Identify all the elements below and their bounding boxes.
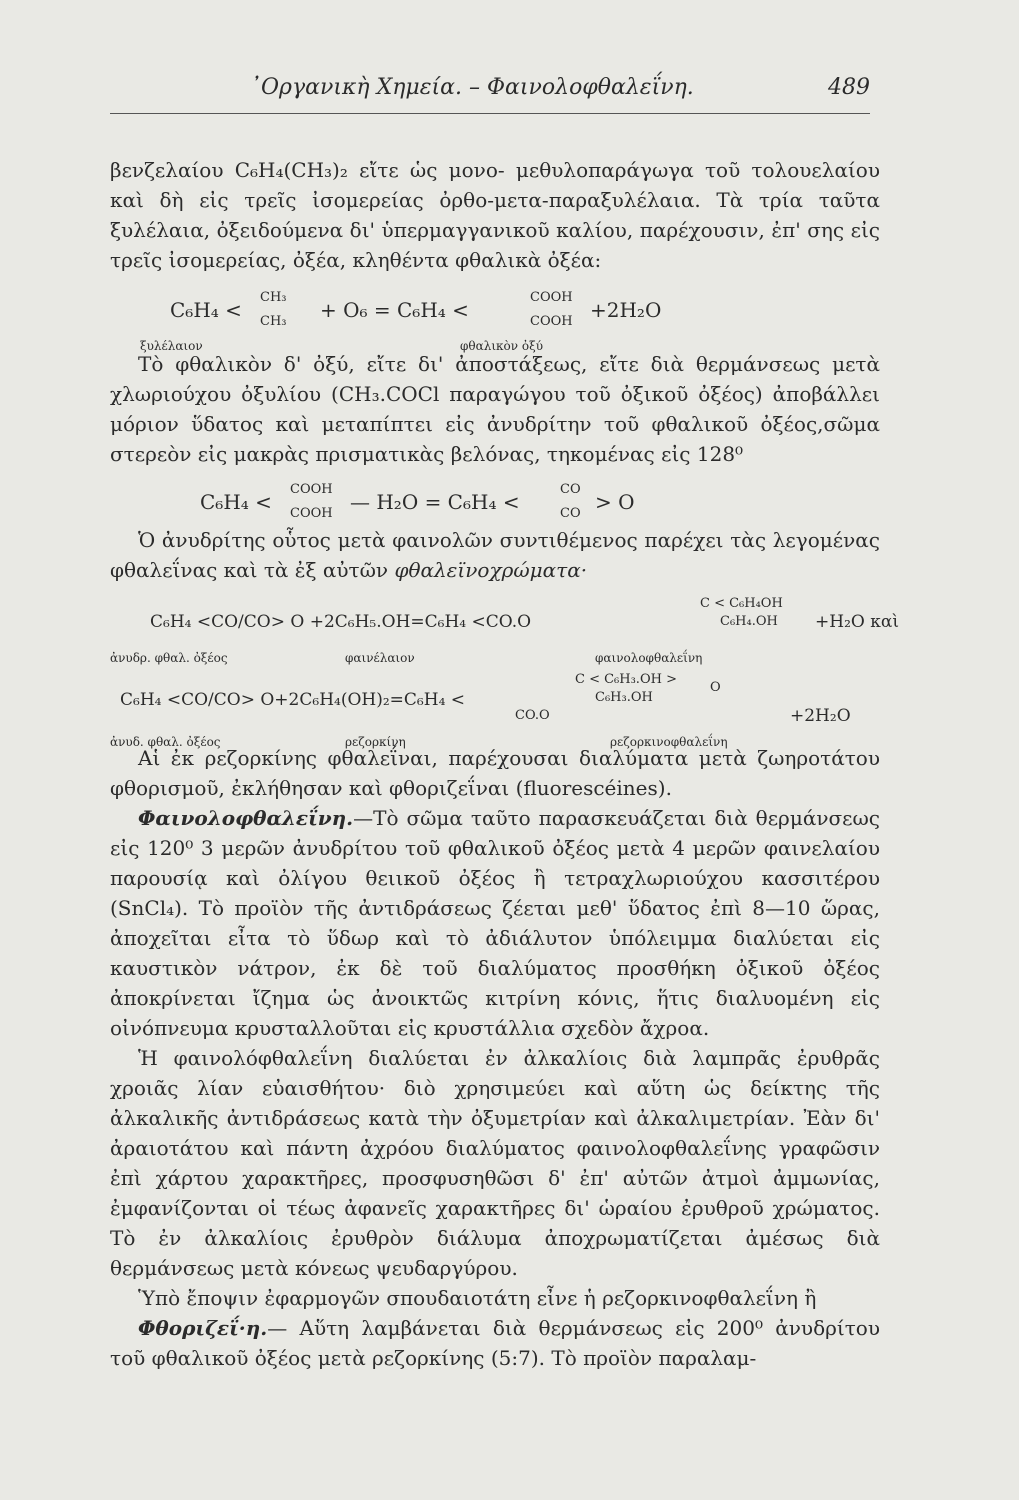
equation-text: C₆H₄ < — [170, 298, 242, 322]
equation-fluorescein — [110, 659, 880, 749]
equation-anhydride — [110, 469, 880, 525]
equation-label: ρεζορκίνη — [345, 735, 406, 749]
equation-text: CO — [560, 506, 581, 521]
equation-text: C₆H₃.OH — [595, 690, 653, 705]
section-title: Φθοριζεΐ·η. — [138, 1316, 268, 1340]
paragraph-text: —Τὸ σῶμα ταῦτο παρασκευάζεται διὰ θερμάνσεως εἰς 120⁰ 3 μερῶν ἀνυδρίτου τοῦ φθαλικοῦ ὀξέος μετὰ 4 μερῶν φαινελαίου παρουσίᾳ καὶ ὀλίγου θειικοῦ ὀξέος ἢ τετραχλωριούχου κασσιτέρου (SnCl₄). Τὸ προϊὸν τῆς ἀντιδράσεως ζέεται μεθ' ὕδατος ἐπὶ 8—10 ὥρας, ἀποχεῖται εἶτα τὸ ὕδωρ καὶ τὸ ἀδιάλυτον ὑπόλειμμα διαλύεται εἰς καυστικὸν νάτρον, ἐκ δὲ τοῦ διαλύματος προσθήκη ὀξικοῦ ὀξέος ἀποκρίνεται ἴζημα ὡς ἀνοικτῶς κιτρίνη κόνις, ἥτις διαλυομένη εἰς οἰνόπνευμα κρυσταλλοῦται εἰς κρυστάλλια σχεδὸν ἄχροα. — [110, 806, 880, 1040]
equation-label: ξυλέλαιον — [140, 339, 203, 353]
paragraph-text: Ὁ ἀνυδρίτης οὗτος μετὰ φαινολῶν συντιθέμενος παρέχει τὰς λεγομένας φθαλεΐνας καὶ τὰ ἐξ αὐτῶν — [110, 528, 880, 582]
header-rule — [110, 113, 870, 114]
paragraph-text: — Αὕτη λαμβάνεται διὰ θερμάνσεως εἰς 200⁰ ἀνυδρίτου τοῦ φθαλικοῦ ὀξέος μετὰ ρεζορκίνης (5:7). Τὸ προϊὸν παραλαμ- — [110, 1316, 880, 1370]
equation-text: COOH — [290, 482, 333, 497]
equation-label: ρεζορκινοφθαλεΐνη — [610, 735, 728, 749]
equation-text: +H₂O καὶ — [815, 612, 899, 632]
equation-text: +2H₂O — [790, 706, 851, 726]
equation-text: CO — [560, 482, 581, 497]
equation-text: C₆H₄ <CO/CO> O +2C₆H₅.OH=C₆H₄ <CO.O — [150, 612, 532, 632]
equation-text: C₆H₄.OH — [720, 614, 778, 629]
body-text — [110, 155, 899, 1373]
paragraph: Τὸ φθαλικὸν δ' ὀξύ, εἴτε δι' ἀποστάξεως, εἴτε διὰ θερμάνσεως μετὰ χλωριούχου ὀξυλίου (CH₃.COCl παραγώγου τοῦ ὀξικοῦ ὀξέος) ἀποβάλλει μόριον ὕδατος καὶ μεταπίπτει εἰς ἀνυδρίτην τοῦ φθαλικοῦ ὀξέος,σῶμα στερεὸν εἰς μακρὰς πρισματικὰς βελόνας, τηκομένας εἰς 128⁰ — [110, 352, 880, 466]
section-title: Φαινολοφθαλεΐνη. — [138, 806, 354, 830]
paragraph: Αἱ ἐκ ρεζορκίνης φθαλεΐναι, παρέχουσαι διαλύματα μετὰ ζωηροτάτου φθορισμοῦ, ἐκλήθησαν καὶ φθοριζεΐναι (fluorescéines). — [110, 746, 880, 800]
equation-text: O — [710, 680, 721, 695]
equation-text: CH₃ — [260, 314, 287, 329]
equation-text: C < C₆H₃.OH > — [575, 672, 677, 687]
equation-label: φαινολοφθαλεΐνη — [595, 651, 703, 665]
equation-text: C < C₆H₄OH — [700, 596, 783, 611]
equation-label: φαινέλαιον — [345, 651, 415, 665]
page-number: 489 — [828, 75, 870, 100]
paragraph — [110, 525, 880, 585]
paragraph: βενζελαίου C₆H₄(CH₃)₂ εἴτε ὡς μονο- μεθυλοπαράγωγα τοῦ τολουελαίου καὶ δὴ εἰς τρεῖς ἰσομερείας ὀρθο-μετα-παραξυλέλαια. Τὰ τρία ταῦτα ξυλέλαια, ὀξειδούμενα δι' ὑπερμαγγανικοῦ καλίου, παρέχουσιν, ἐπ' σης εἰς τρεῖς ἰσομερείας, ὀξέα, κληθέντα φθαλικὰ ὀξέα: — [110, 158, 880, 272]
equation-text: CH₃ — [260, 290, 287, 305]
equation-label: ἀνυδρ. φθαλ. ὀξέος — [110, 651, 228, 665]
equation-text: — H₂O = C₆H₄ < — [350, 490, 520, 514]
equation-label: ἀνυδ. φθαλ. ὀξέος — [110, 735, 221, 749]
equation-xylene-oxidation — [110, 275, 880, 353]
equation-text: C₆H₄ <CO/CO> O+2C₆H₄(OH)₂=C₆H₄ < — [120, 690, 466, 710]
equation-text: CO.O — [515, 708, 550, 723]
equation-text: COOH — [290, 506, 333, 521]
equation-text: +2H₂O — [590, 298, 662, 322]
paragraph: Ἡ φαινολόφθαλεΐνη διαλύεται ἐν ἀλκαλίοις διὰ λαμπρᾶς ἐρυθρᾶς χροιᾶς λίαν εὐαισθήτου· διὸ χρησιμεύει καὶ αὕτη ὡς δείκτης τῆς ἀλκαλικῆς ἀντιδράσεως κατὰ τὴν ὀξυμετρίαν καὶ ἀλκαλιμετρίαν. Ἐὰν δι' ἀραιοτάτου καὶ πάντη ἀχρόου διαλύματος φαινολοφθαλεΐνης γραφῶσιν ἐπὶ χάρτου χαρακτῆρες, προσφυσηθῶσι δ' ἐπ' αὐτῶν ἀτμοὶ ἀμμωνίας, ἐμφανίζονται οἱ τέως ἀφανεῖς χαρακτῆρες δι' ὡραίου ἐρυθροῦ χρώματος. Τὸ ἐν ἀλκαλίοις ἐρυθρὸν διάλυμα ἀποχρωματίζεται ἀμέσως διὰ θερμάνσεως μετὰ κόνεως ψευδαργύρου. — [110, 1046, 880, 1280]
equation-text: > O — [595, 490, 635, 514]
equation-text: + O₆ = C₆H₄ < — [320, 298, 469, 322]
page-header — [110, 75, 870, 115]
running-head: ᾽Οργανικὴ Χημεία. – Φαινολοφθαλεΐνη. — [250, 75, 694, 100]
equation-label: φθαλικὸν ὀξύ — [460, 339, 544, 353]
paragraph: Ὑπὸ ἔποψιν ἐφαρμογῶν σπουδαιοτάτη εἶνε ἡ ρεζορκινοφθαλεΐνη ἢ — [138, 1286, 817, 1310]
paragraph — [110, 803, 880, 1043]
paragraph — [110, 1313, 880, 1373]
equation-text: COOH — [530, 290, 573, 305]
equation-text: C₆H₄ < — [200, 490, 272, 514]
equation-phenolphthalein — [110, 585, 899, 665]
italic-term: φθαλεϊνοχρώματα· — [394, 558, 588, 582]
equation-text: COOH — [530, 314, 573, 329]
